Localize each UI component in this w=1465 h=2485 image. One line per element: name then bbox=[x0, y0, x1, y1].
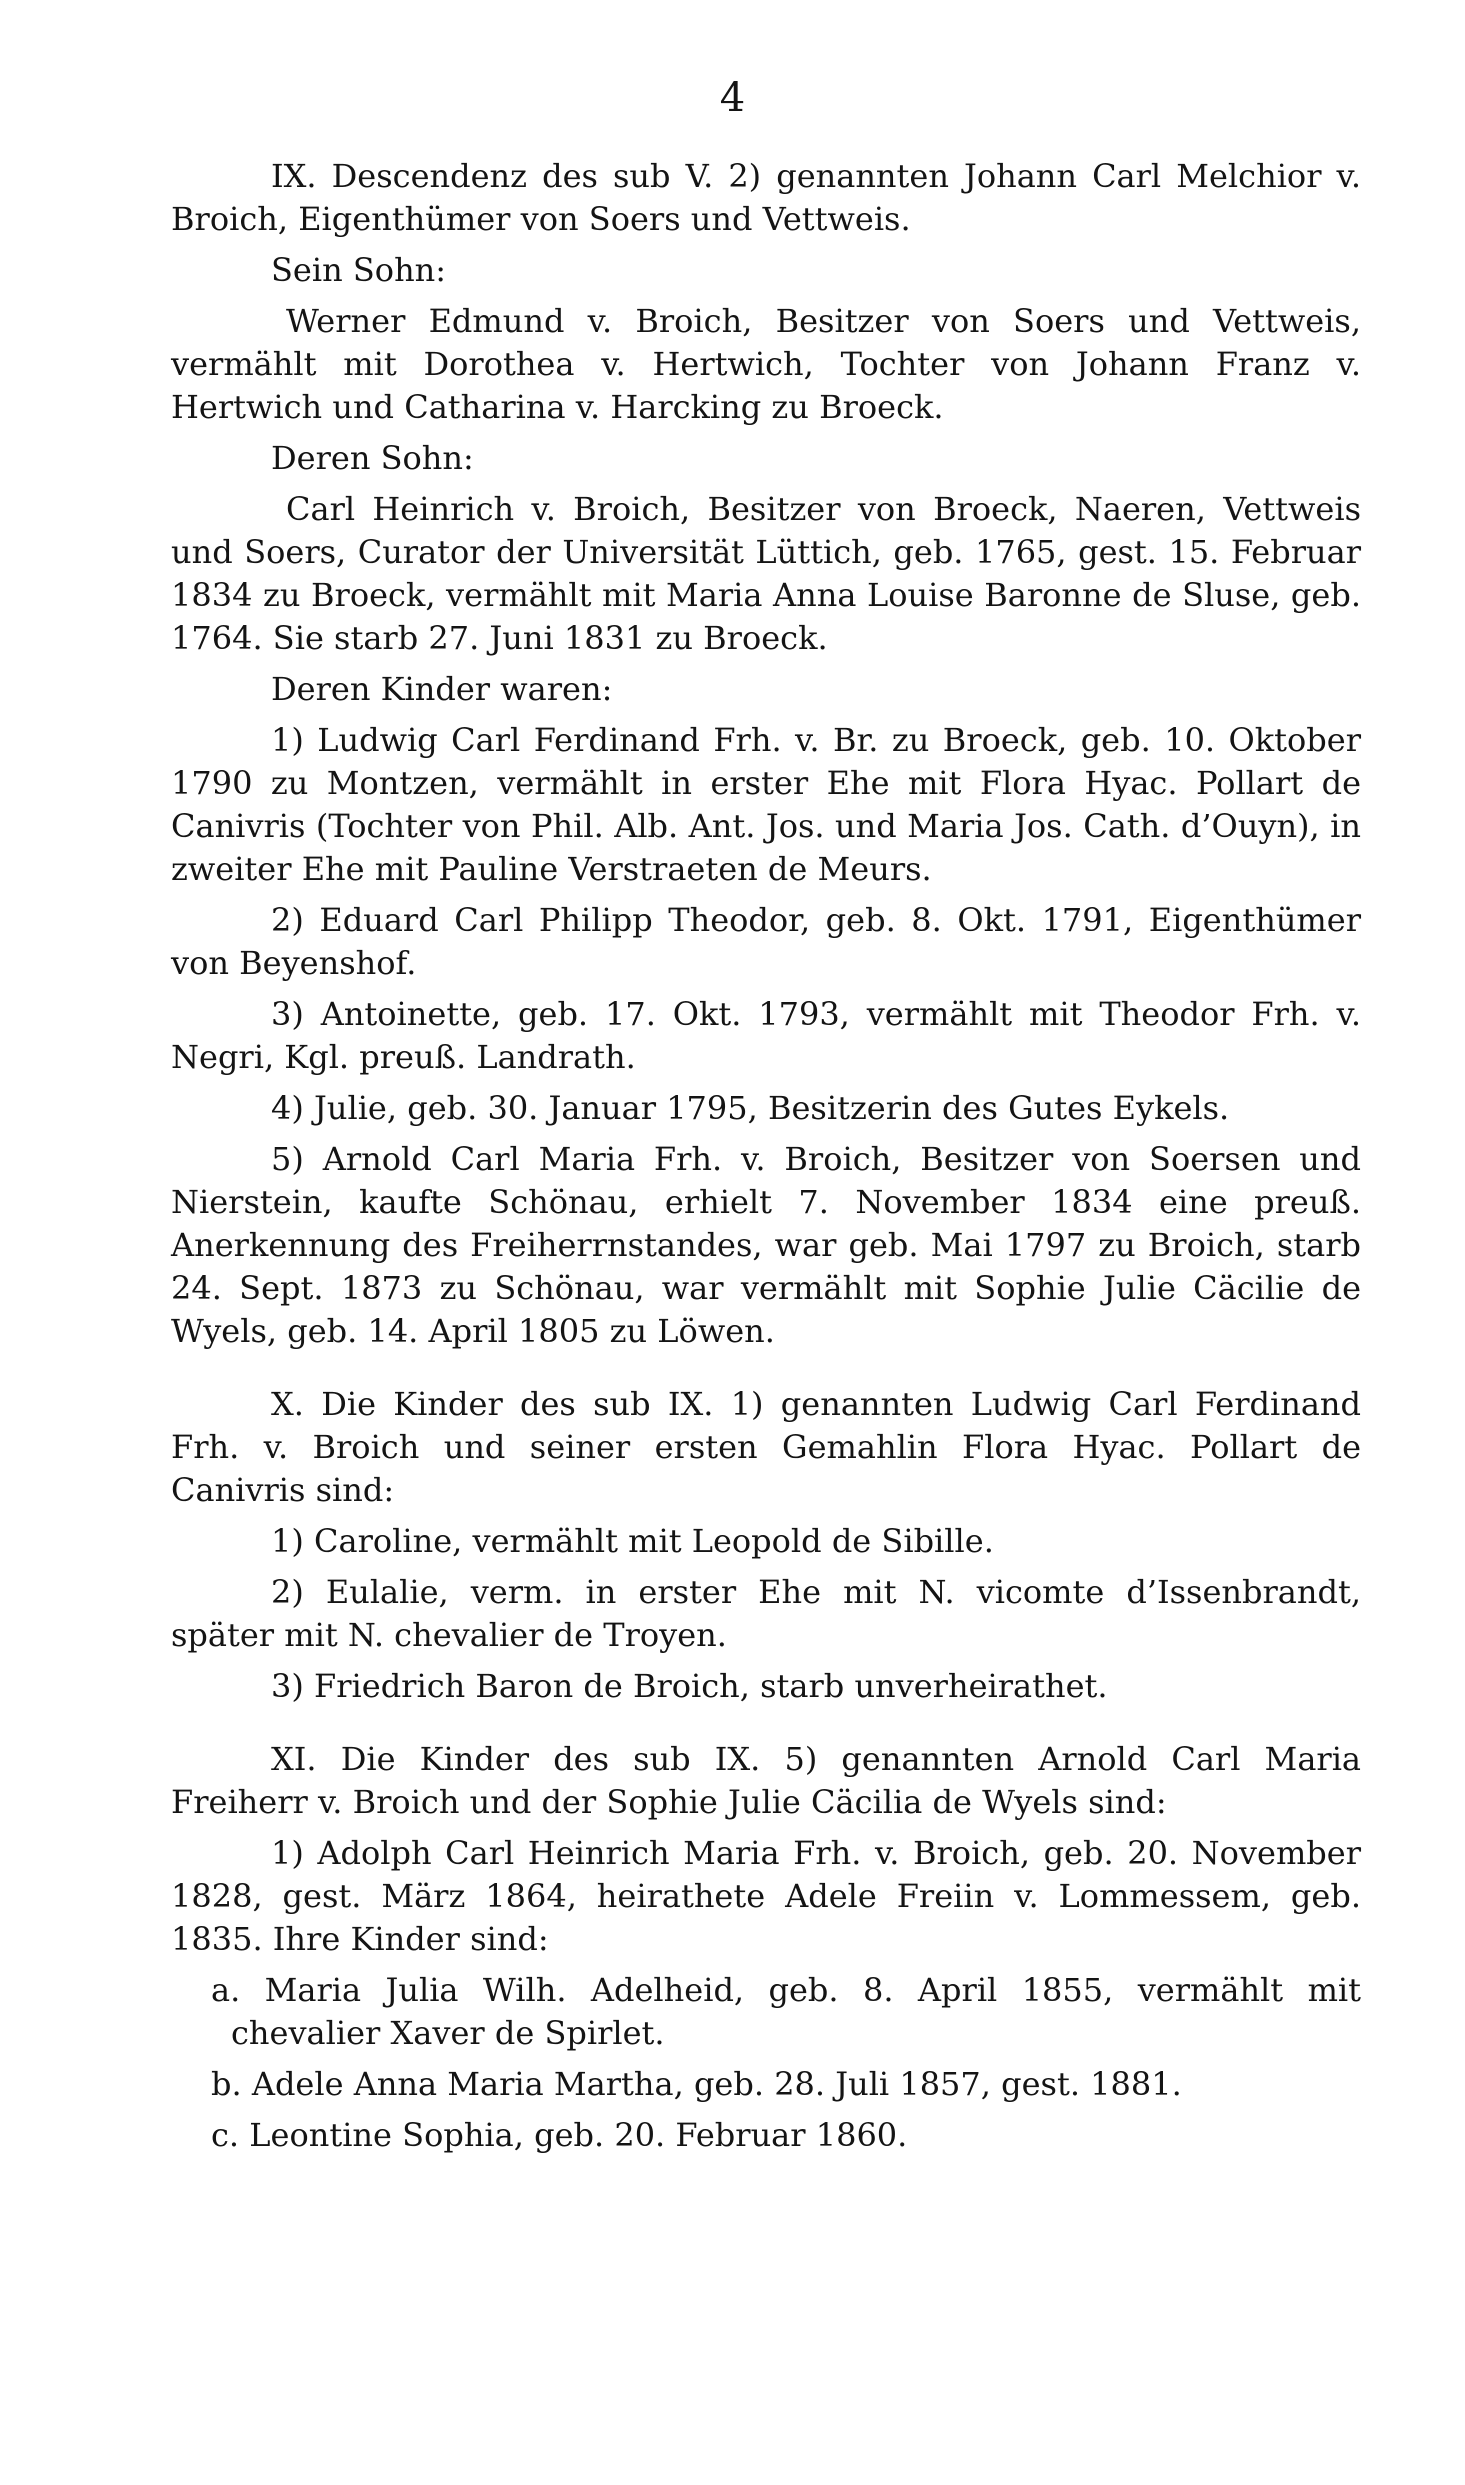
deren-kinder-label: Deren Kinder waren: bbox=[271, 670, 613, 708]
x-child-3: 3) Friedrich Baron de Broich, starb unverheirathet. bbox=[271, 1667, 1108, 1705]
deren-sohn-label: Deren Sohn: bbox=[271, 439, 474, 477]
section-xi-heading: XI. Die Kinder des sub IX. 5) genannten Arnold Carl Maria Freiherr v. Broich und der Sophie Julie Cäcilia de Wyels sind: bbox=[171, 1740, 1361, 1821]
werner-entry: Werner Edmund v. Broich, Besitzer von Soers und Vettweis, vermählt mit Dorothea v. Hertwich, Tochter von Johann Franz v. Hertwich und Catharina v. Harcking zu Broeck. bbox=[171, 302, 1361, 426]
child-entry-2: 2) Eduard Carl Philipp Theodor, geb. 8. Okt. 1791, Eigenthümer von Beyenshof. bbox=[171, 901, 1361, 982]
child-entry-1: 1) Ludwig Carl Ferdinand Frh. v. Br. zu Broeck, geb. 10. Oktober 1790 zu Montzen, vermählt in erster Ehe mit Flora Hyac. Pollart de Canivris (Tochter von Phil. Alb. Ant. Jos. und Maria Jos. Cath. d’Ouyn), in zweiter Ehe mit Pauline Verstraeten de Meurs. bbox=[171, 721, 1361, 888]
page-body bbox=[171, 155, 1361, 2157]
section-x-heading: X. Die Kinder des sub IX. 1) genannten Ludwig Carl Ferdinand Frh. v. Broich und seiner ersten Gemahlin Flora Hyac. Pollart de Canivris sind: bbox=[171, 1385, 1361, 1509]
x-child-2: 2) Eulalie, verm. in erster Ehe mit N. vicomte d’Issenbrandt, später mit N. chevalier de Troyen. bbox=[171, 1573, 1361, 1654]
xi-child-1: 1) Adolph Carl Heinrich Maria Frh. v. Broich, geb. 20. November 1828, gest. März 1864, heirathete Adele Freiin v. Lommessem, geb. 1835. Ihre Kinder sind: bbox=[171, 1834, 1361, 1958]
grandchild-a: a. Maria Julia Wilh. Adelheid, geb. 8. April 1855, vermählt mit chevalier Xaver de Spirlet. bbox=[211, 1971, 1361, 2052]
child-entry-5: 5) Arnold Carl Maria Frh. v. Broich, Besitzer von Soersen und Nierstein, kaufte Schönau, erhielt 7. November 1834 eine preuß. Anerkennung des Freiherrnstandes, war geb. Mai 1797 zu Broich, starb 24. Sept. 1873 zu Schönau, war vermählt mit Sophie Julie Cäcilie de Wyels, geb. 14. April 1805 zu Löwen. bbox=[171, 1140, 1361, 1350]
child-entry-4: 4) Julie, geb. 30. Januar 1795, Besitzerin des Gutes Eykels. bbox=[271, 1089, 1230, 1127]
grandchild-c: c. Leontine Sophia, geb. 20. Februar 1860. bbox=[211, 2116, 908, 2154]
section-ix-heading: IX. Descendenz des sub V. 2) genannten Johann Carl Melchior v. Broich, Eigenthümer von Soers und Vettweis. bbox=[171, 157, 1361, 238]
grandchild-b: b. Adele Anna Maria Martha, geb. 28. Juli 1857, gest. 1881. bbox=[211, 2065, 1182, 2103]
sein-sohn-label: Sein Sohn: bbox=[271, 251, 447, 289]
x-child-1: 1) Caroline, vermählt mit Leopold de Sibille. bbox=[271, 1522, 994, 1560]
page-number: 4 bbox=[719, 75, 746, 121]
carl-heinrich-entry: Carl Heinrich v. Broich, Besitzer von Broeck, Naeren, Vettweis und Soers, Curator der Universität Lüttich, geb. 1765, gest. 15. Februar 1834 zu Broeck, vermählt mit Maria Anna Louise Baronne de Sluse, geb. 1764. Sie starb 27. Juni 1831 zu Broeck. bbox=[171, 490, 1361, 657]
child-entry-3: 3) Antoinette, geb. 17. Okt. 1793, vermählt mit Theodor Frh. v. Negri, Kgl. preuß. Landrath. bbox=[171, 995, 1361, 1076]
